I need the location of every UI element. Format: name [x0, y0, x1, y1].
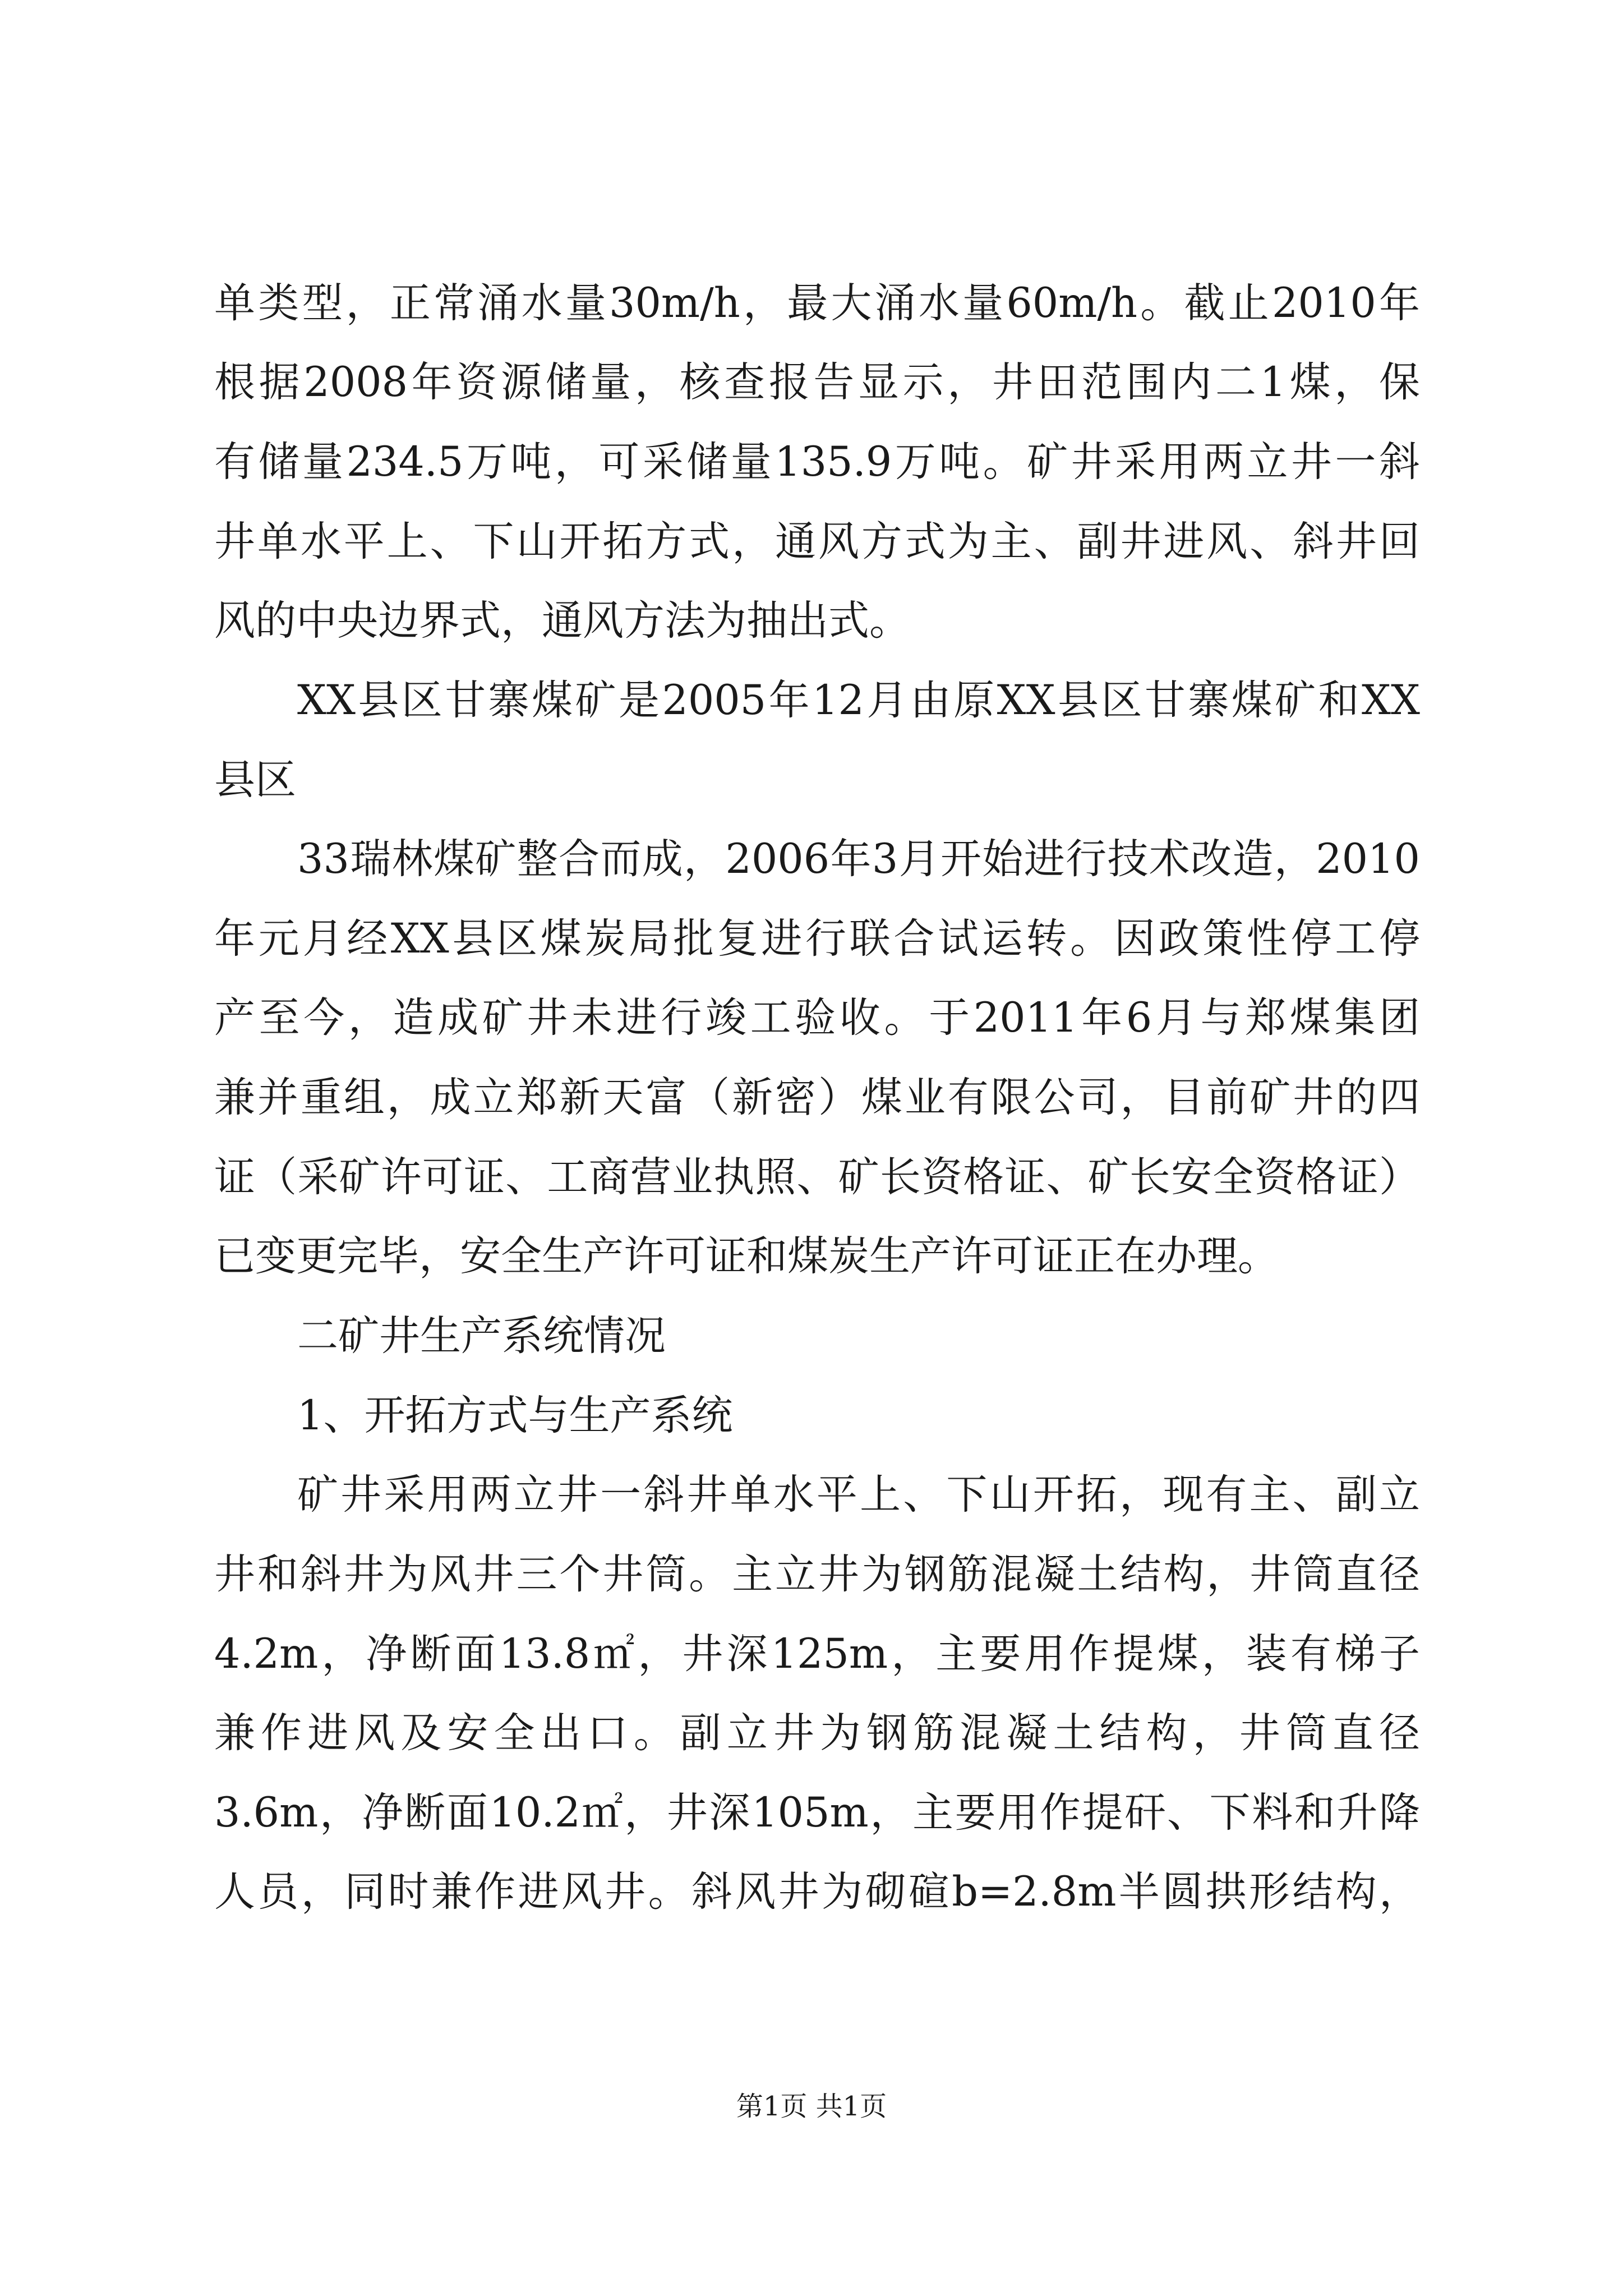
text-line: 井单水平上、下山开拓方式，通风方式为主、副井进风、斜井回 — [214, 518, 1420, 565]
text-line: 兼并重组，成立郑新天富（新密）煤业有限公司，目前矿井的四 — [214, 1074, 1420, 1121]
text-line: 已变更完毕，安全生产许可证和煤炭生产许可证正在办理。 — [214, 1232, 1279, 1280]
text-line: 县区 — [214, 756, 296, 804]
text-line: 井和斜井为风井三个井筒。主立井为钢筋混凝土结构，井筒直径 — [214, 1550, 1420, 1598]
text-line: XX县区甘寨煤矿是2005年12月由原XX县区甘寨煤矿和XX — [297, 677, 1420, 724]
text-line: 产至今，造成矿井未进行竣工验收。于2011年6月与郑煤集团 — [214, 994, 1420, 1042]
page-footer: 第1页 共1页 — [736, 2091, 887, 2122]
text-line: 兼作进风及安全出口。副立井为钢筋混凝土结构，井筒直径 — [214, 1709, 1420, 1757]
text-line: 有储量234.5万吨，可采储量135.9万吨。矿井采用两立井一斜 — [214, 438, 1420, 486]
text-line: 人员，同时兼作进风井。斜风井为砌碹b=2.8m半圆拱形结构， — [214, 1868, 1420, 1916]
text-line: 风的中央边界式，通风方法为抽出式。 — [214, 597, 910, 645]
text-line: 4.2m，净断面13.8㎡，井深125m，主要用作提煤，装有梯子 — [214, 1630, 1420, 1678]
text-line: 根据2008年资源储量，核查报告显示，井田范围内二1煤，保 — [214, 358, 1420, 406]
text-line: 年元月经XX县区煤炭局批复进行联合试运转。因政策性停工停 — [214, 915, 1420, 963]
text-line: 3.6m，净断面10.2㎡，井深105m，主要用作提矸、下料和升降 — [214, 1789, 1420, 1837]
text-line: 矿井采用两立井一斜井单水平上、下山开拓，现有主、副立 — [297, 1471, 1420, 1519]
section-heading: 二矿井生产系统情况 — [297, 1312, 666, 1360]
text-line: 证（采矿许可证、工商营业执照、矿长资格证、矿长安全资格证） — [214, 1153, 1420, 1201]
text-line: 单类型，正常涌水量30m/h，最大涌水量60m/h。截止2010年 — [214, 279, 1420, 327]
text-line: 33瑞林煤矿整合而成，2006年3月开始进行技术改造，2010 — [297, 835, 1420, 883]
subsection-heading: 1、开拓方式与生产系统 — [297, 1392, 733, 1439]
